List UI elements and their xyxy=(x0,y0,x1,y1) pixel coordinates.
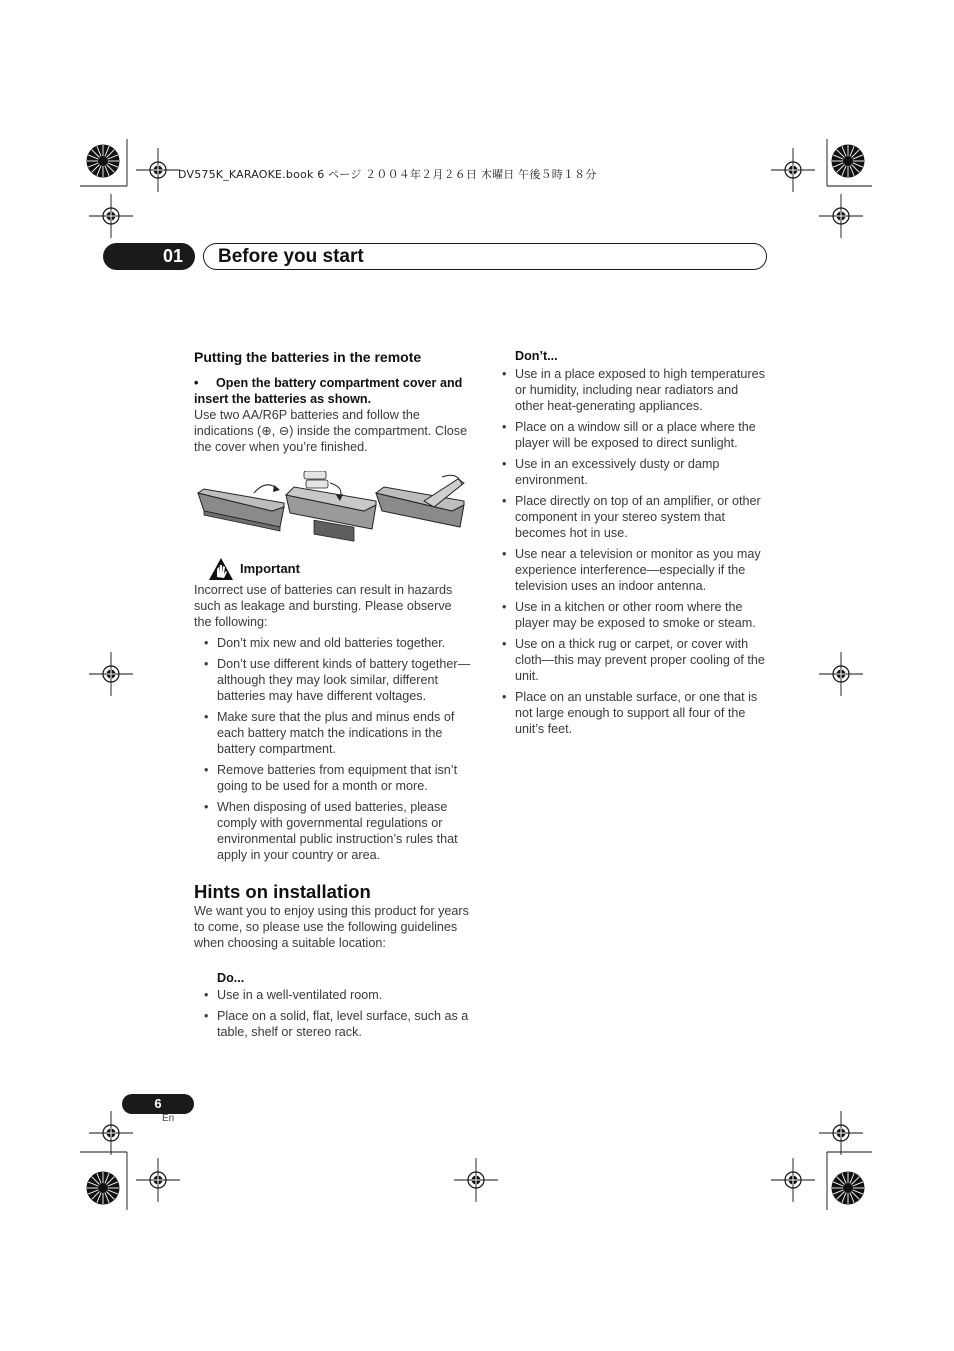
list-item: • Don’t use different kinds of battery together—although they may look similar, different batteries may have different voltages. xyxy=(194,656,472,704)
chapter-title: Before you start xyxy=(218,246,364,267)
file-header: DV575K_KARAOKE.book 6 ページ ２００４年２月２６日 木曜日 午後５時１８分 xyxy=(178,168,597,181)
chapter-number: 01 xyxy=(103,243,195,270)
page-number: 6 xyxy=(122,1094,194,1114)
list-item: • Make sure that the plus and minus ends of each battery match the indications in the battery compartment. xyxy=(194,709,472,757)
list-item: • Remove batteries from equipment that isn’t going to be used for a month or more. xyxy=(194,762,472,794)
left-column xyxy=(194,349,472,1045)
remote-battery-illustration xyxy=(194,471,472,543)
do-label: Do... xyxy=(217,971,245,985)
hints-heading: Hints on installation xyxy=(194,881,371,902)
battery-step-bold xyxy=(194,375,472,407)
list-item: • Use in a well-ventilated room. xyxy=(194,987,472,1003)
do-list xyxy=(194,987,472,1040)
list-item: • Place on a window sill or a place where the player will be exposed to direct sunlight. xyxy=(492,419,768,451)
chapter-title-box xyxy=(203,243,767,270)
dont-list xyxy=(492,366,768,737)
list-item: • Don’t mix new and old batteries together. xyxy=(194,635,472,651)
battery-step-bold-text: Open the battery compartment cover and insert the batteries as shown. xyxy=(194,376,463,406)
important-list xyxy=(194,635,472,863)
important-label: Important xyxy=(240,561,300,576)
warning-hand-icon xyxy=(208,557,234,581)
list-item: • Place directly on top of an amplifier, or other component in your stereo system that becomes hot in use. xyxy=(492,493,768,541)
important-note xyxy=(194,557,472,863)
important-intro: Incorrect use of batteries can result in hazards such as leakage and bursting. Please observe the following: xyxy=(194,583,453,629)
battery-step-bullet: • xyxy=(194,376,199,390)
list-item: • Use near a television or monitor as you may experience interference—especially if the television uses an indoor antenna. xyxy=(492,546,768,594)
battery-step-text: Use two AA/R6P batteries and follow the indications (⊕, ⊖) inside the compartment. Close the cover when you’re finished. xyxy=(194,408,468,454)
list-item: • Place on a solid, flat, level surface, such as a table, shelf or stereo rack. xyxy=(194,1008,472,1040)
list-item: • Use on a thick rug or carpet, or cover with cloth—this may prevent proper cooling of the unit. xyxy=(492,636,768,684)
page-language: En xyxy=(162,1113,175,1124)
list-item: • Use in an excessively dusty or damp environment. xyxy=(492,456,768,488)
list-item: • Place on an unstable surface, or one that is not large enough to support all four of the unit’s feet. xyxy=(492,689,768,737)
battery-step xyxy=(194,375,472,455)
list-item: • Use in a kitchen or other room where the player may be exposed to smoke or steam. xyxy=(492,599,768,631)
list-item: • Use in a place exposed to high temperatures or humidity, including near radiators and other heat-generating appliances. xyxy=(492,366,768,414)
important-header xyxy=(194,557,472,583)
dont-label: Don’t... xyxy=(515,349,558,363)
hints-intro: We want you to enjoy using this product for years to come, so please use the following guidelines when choosing a suitable location: xyxy=(194,904,469,950)
right-column xyxy=(492,348,768,742)
batteries-heading: Putting the batteries in the remote xyxy=(194,349,422,365)
list-item: • When disposing of used batteries, please comply with governmental regulations or environmental public instruction’s rules that apply in your country or area. xyxy=(194,799,472,863)
